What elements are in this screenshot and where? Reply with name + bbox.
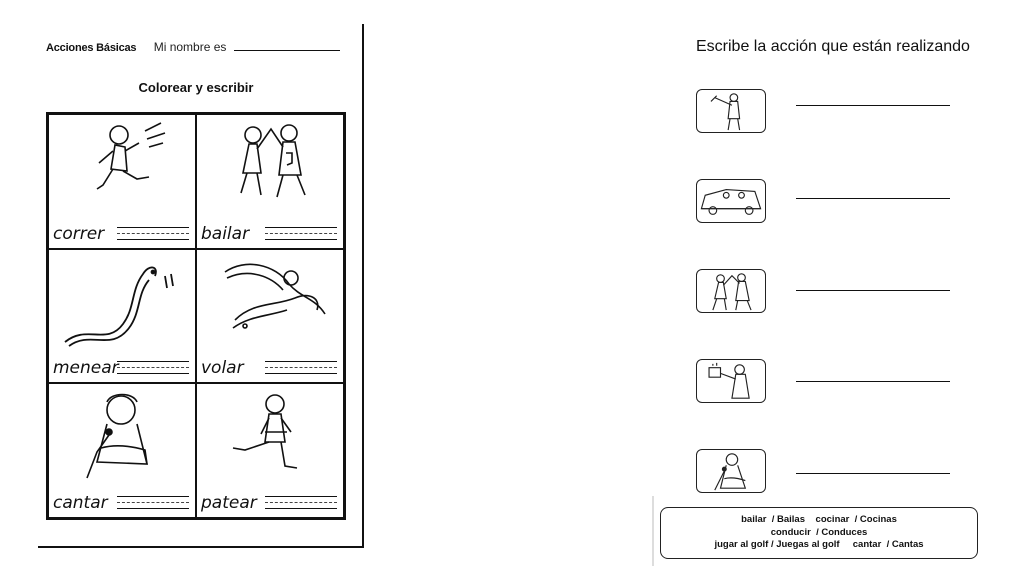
write-lines[interactable]: [117, 496, 189, 509]
write-lines[interactable]: [117, 361, 189, 374]
cell-volar: [196, 249, 344, 384]
answer-line-1[interactable]: [796, 104, 950, 106]
name-label: Mi nombre es: [153, 40, 227, 54]
action-grid: [46, 112, 346, 520]
page-border-right: [362, 24, 364, 548]
cell-patear: [196, 383, 344, 518]
word-bank-line-2: conducir / Conduces: [770, 526, 868, 538]
word-bank-line-1: bailar / Bailas cocinar / Cocinas: [741, 514, 897, 525]
write-lines[interactable]: [265, 496, 337, 509]
cell-menear: [48, 249, 196, 384]
name-blank[interactable]: [234, 40, 340, 51]
car-icon: [697, 180, 765, 222]
write-lines[interactable]: [117, 227, 189, 240]
word-menear: menear: [53, 358, 119, 379]
singing-icon: [697, 450, 765, 492]
bird-icon: [205, 254, 339, 350]
answer-line-4[interactable]: [796, 380, 950, 382]
dance-picture: [696, 269, 766, 313]
right-title: Escribe la acción que están realizando: [696, 38, 970, 55]
car-picture: [696, 179, 766, 223]
word-bank: [660, 507, 978, 559]
word-bailar: bailar: [201, 223, 250, 244]
page-border-bottom: [38, 546, 364, 548]
kicking-boy-icon: [205, 388, 339, 484]
cooking-icon: [697, 360, 765, 402]
left-worksheet: [38, 24, 364, 548]
word-bank-line-3: jugar al golf / Juegas al golf cantar / Cantas: [714, 539, 924, 550]
cooking-picture: [696, 359, 766, 403]
word-patear: patear: [201, 493, 257, 513]
cell-cantar: [48, 383, 196, 518]
word-cantar: cantar: [53, 493, 108, 513]
dancing-kids-icon: [205, 119, 339, 215]
write-lines[interactable]: [265, 361, 337, 374]
worksheet-title: Acciones Básicas: [46, 42, 137, 54]
worm-icon: [57, 254, 191, 350]
write-lines[interactable]: [265, 227, 337, 240]
cell-bailar: [196, 114, 344, 249]
answer-line-5[interactable]: [796, 472, 950, 474]
singing-girl-icon: [57, 388, 191, 484]
golf-picture: [696, 89, 766, 133]
singing-picture: [696, 449, 766, 493]
cell-correr: [48, 114, 196, 249]
worksheet-subtitle: Colorear y escribir: [138, 80, 254, 95]
dance-icon: [697, 270, 765, 312]
worksheet-header: [46, 40, 340, 54]
page-edge: [652, 496, 654, 566]
word-volar: volar: [201, 358, 244, 379]
running-boy-icon: [57, 119, 191, 215]
answer-line-3[interactable]: [796, 289, 950, 291]
word-correr: correr: [53, 223, 105, 244]
golf-icon: [697, 90, 765, 132]
answer-line-2[interactable]: [796, 197, 950, 199]
